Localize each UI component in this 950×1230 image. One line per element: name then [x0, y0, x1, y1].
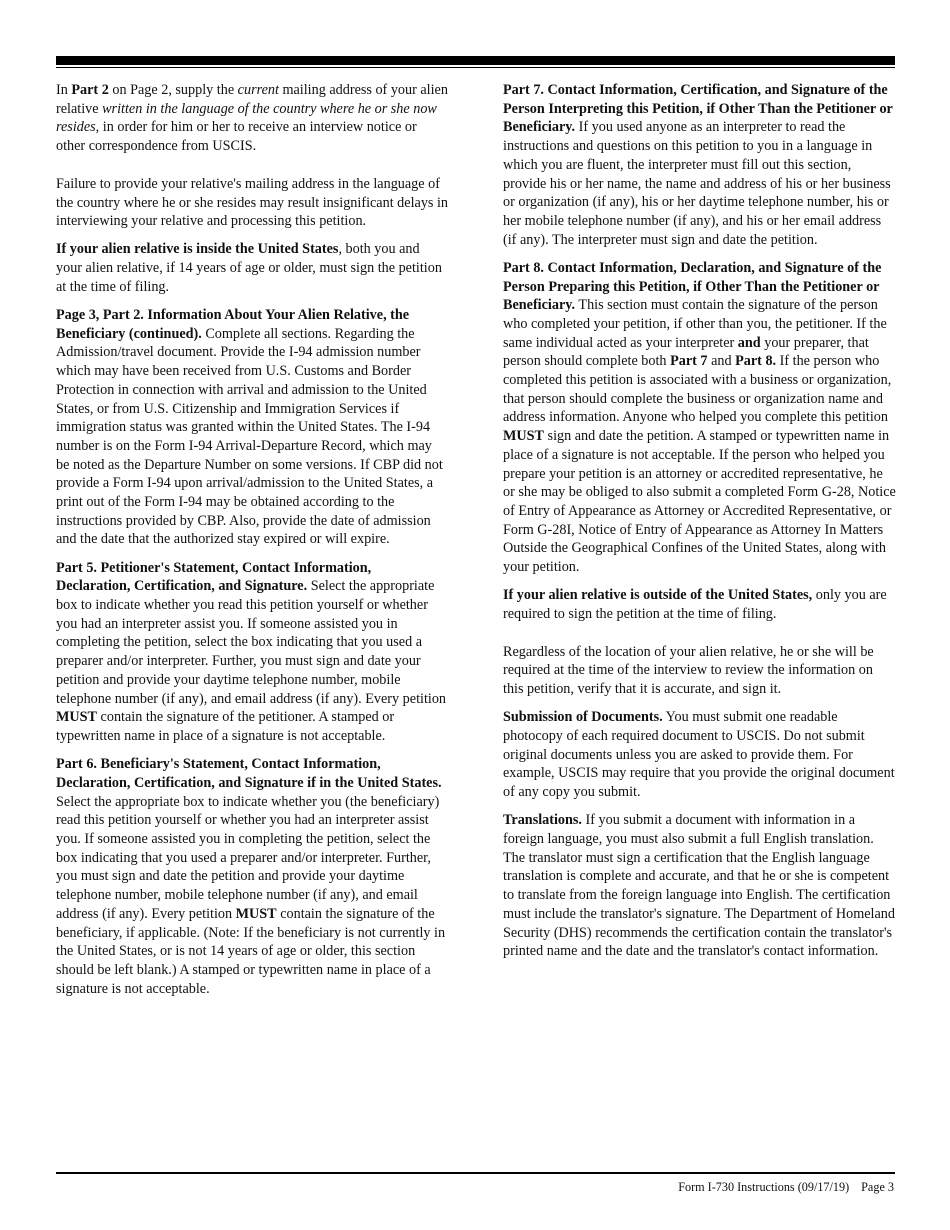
paragraph-part-5: Part 5. Petitioner's Statement, Contact Information, Declaration, Certification, and Signature. Select the appropriate box to indicate whether you read this petition yourself or whether you had an interpreter assist you. If someone assisted you in completing the petition, select the box indicating that you used a preparer and/or interpreter. Further, you must sign and date your petition and provide your daytime telephone number, mobile telephone number (if any), and email address (if any). Every petition MUST contain the signature of the petitioner. A stamped or typewritten name in place of a signature is not acceptable. [56, 559, 447, 744]
paragraph-translations: Translations. If you submit a document with information in a foreign language, you must also submit a full English translation. The translator must sign a certification that the English language translation is complete and accurate, and that he or she is competent to translate from the foreign language into English. The certification must include the translator's signature. The Department of Homeland Security (DHS) recommends the certification contain the translator's printed name and the date and the translator's contact information. [503, 812, 895, 960]
paragraph-mailing-address: In Part 2 on Page 2, supply the current mailing address of your alien relative written in the language of the country where he or she now resides, in order for him or her to receive an interview notice or other correspondence from USCIS. [56, 82, 448, 155]
paragraph-part-8: Part 8. Contact Information, Declaration, and Signature of the Person Preparing this Petition, if Other Than the Petitioner or Beneficiary. This section must contain the signature of the person who completed your petition, if other than you, the petitioner. If the same individual acted as your interpreter and your preparer, that person should complete both Part 7 and Part 8. If the person who completed this petition is associated with a business or organization, that person should complete the business or organization name and address information. Anyone who helped you complete this petition MUST sign and date the petition. A stamped or typewritten name in place of a signature is not acceptable. If the person who helped you prepare your petition is an attorney or accredited representative, he or she may be obliged to also submit a completed Form G-28, Notice of Entry of Appearance as Attorney or Accredited Representative, or Form G-28I, Notice of Entry of Appearance as Attorney In Matters Outside the Geographical Confines of the United States, along with your petition. [503, 259, 896, 576]
paragraph-inside-us: If your alien relative is inside the United States, both you and your alien relative, if 14 years of age or older, must sign the petition at the time of filing. [56, 241, 442, 295]
paragraph-regardless-location: Regardless of the location of your alien relative, he or she will be required at the time of the interview to review the information on this petition, verify that it is accurate, and sign it. [503, 643, 874, 698]
page-footer [678, 1180, 894, 1195]
right-column [503, 81, 896, 970]
footer-form-id: Form I-730 Instructions (09/17/19) [678, 1180, 850, 1194]
paragraph-part-7: Part 7. Contact Information, Certification, and Signature of the Person Interpreting this Petition, if Other Than the Petitioner or Beneficiary. If you used anyone as an interpreter to read the instructions and questions on this petition to you in a language in which you are fluent, the interpreter must fill out this section, provide his or her name, the name and address of his or her business or organization (if any), his or her daytime telephone number, his or her mobile telephone number (if any), and his or her email address (if any). The interpreter must sign and date the petition. [503, 82, 893, 248]
header-rule-thin [56, 67, 895, 68]
paragraph-submission-of-documents: Submission of Documents. You must submit one readable photocopy of each required document to USCIS. Do not submit original documents unless you are asked to provide them. For example, USCIS may require that you provide the original document of any copy you submit. [503, 709, 895, 801]
paragraph-part-6: Part 6. Beneficiary's Statement, Contact Information, Declaration, Certification, and Signature if in the United States. Select the appropriate box to indicate whether you (the beneficiary) read this petition yourself or whether you had an interpreter assist you. If someone assisted you in completing the petition, select the box indicating that you used a preparer and/or interpreter. Further, you must sign and date the petition and provide your daytime telephone number, mobile telephone number (if any), and email address (if any). Every petition MUST contain the signature of the beneficiary, if applicable. (Note: If the beneficiary is not currently in the United States, or is not 14 years of age or older, this section should be left blank.) A stamped or typewritten name in place of a signature is not acceptable. [56, 756, 446, 997]
paragraph-part-2-continued: Page 3, Part 2. Information About Your Alien Relative, the Beneficiary (continued). Complete all sections. Regarding the Admission/travel document. Provide the I-94 admission number which may have been received from U.S. Customs and Border Protection in connection with arrival and admission to the United States, or from U.S. Citizenship and Immigration Services if immigration status was granted within the United States. The I-94 number is on the Form I-94 Arrival-Departure Record, which may be noted as the Departure Number on some versions. If CBP did not provide a Form I-94 upon arrival/admission to the United States, a print out of the Form I-94 may be obtained according to the instructions provided by CBP. Also, provide the date of admission and the date that the authorized stay expired or will expire. [56, 307, 443, 548]
left-column [56, 81, 448, 1008]
paragraph-outside-us: If your alien relative is outside of the United States, only you are required to sign the petition at the time of filing. [503, 587, 887, 622]
paragraph-failure-to-provide: Failure to provide your relative's mailing address in the language of the country where he or she resides may result insignificant delays in interviewing your relative and processing this petition. [56, 175, 449, 230]
footer-rule [56, 1172, 895, 1174]
header-rule [56, 56, 895, 65]
footer-page-number: Page 3 [861, 1180, 894, 1194]
